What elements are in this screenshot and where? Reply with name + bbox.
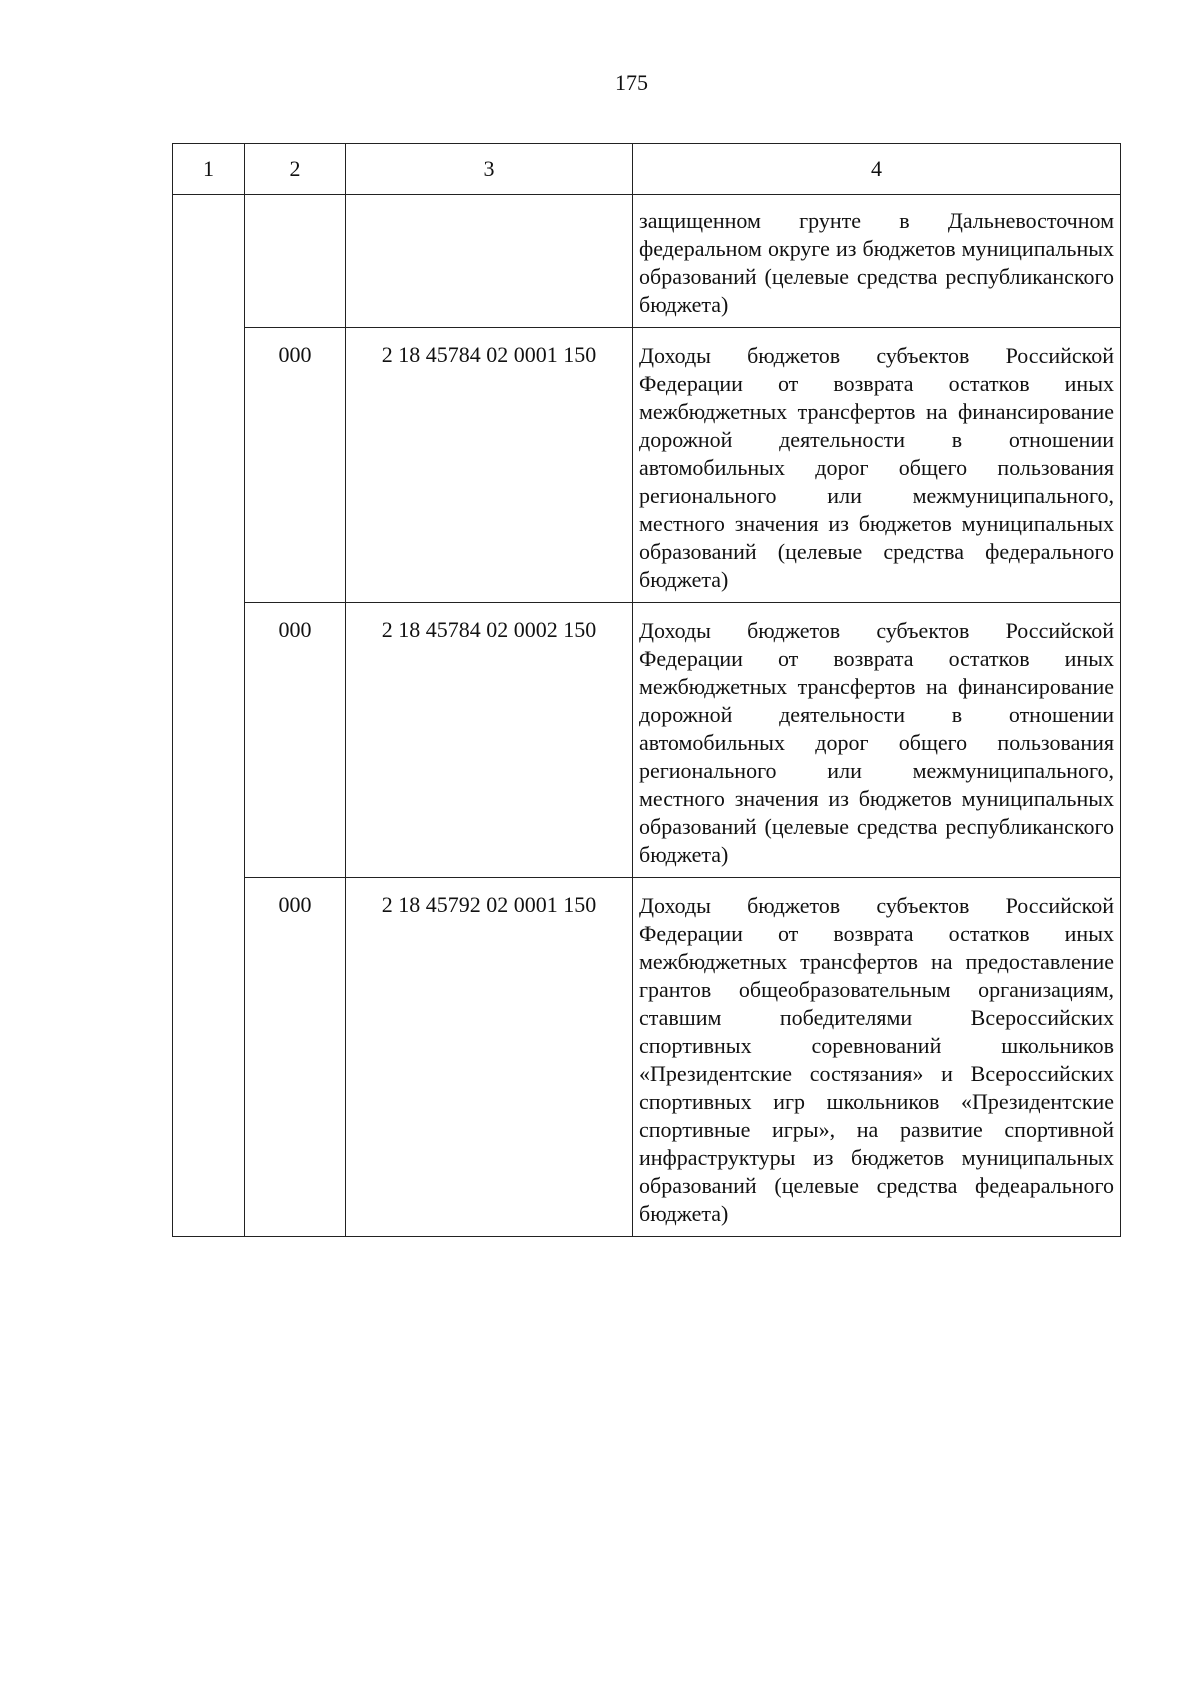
table-row xyxy=(173,328,1121,603)
table-cell-col1 xyxy=(173,195,245,1237)
table-cell-col2: 000 xyxy=(245,603,346,878)
table-cell-col2 xyxy=(245,195,346,328)
column-header-4: 4 xyxy=(633,144,1121,195)
table-cell-col2: 000 xyxy=(245,878,346,1237)
column-header-1: 1 xyxy=(173,144,245,195)
table-cell-col4: Доходы бюджетов субъектов Российской Федерации от возврата остатков иных межбюджетных трансфертов на предоставление грантов общеобразовательным организациям, ставшим победителями Всероссийских спортивных соревнований школьников «Президентские состязания» и Всероссийских спортивных игр школьников «Президентские спортивные игры», на развитие спортивной инфраструктуры из бюджетов муниципальных образований (целевые средства федеарального бюджета) xyxy=(633,878,1121,1237)
table-cell-col4: Доходы бюджетов субъектов Российской Федерации от возврата остатков иных межбюджетных трансфертов на финансирование дорожной деятельности в отношении автомобильных дорог общего пользования регионального или межмуниципального, местного значения из бюджетов муниципальных образований (целевые средства республиканского бюджета) xyxy=(633,603,1121,878)
table-row xyxy=(173,878,1121,1237)
table-cell-col3: 2 18 45792 02 0001 150 xyxy=(346,878,633,1237)
page-number: 175 xyxy=(615,70,648,95)
column-header-3: 3 xyxy=(346,144,633,195)
table-cell-col3: 2 18 45784 02 0002 150 xyxy=(346,603,633,878)
table-header-row xyxy=(173,144,1121,195)
column-header-2: 2 xyxy=(245,144,346,195)
table-row xyxy=(173,195,1121,328)
table-cell-col3: 2 18 45784 02 0001 150 xyxy=(346,328,633,603)
table-cell-col2: 000 xyxy=(245,328,346,603)
budget-classification-table xyxy=(172,143,1121,1237)
table-cell-col4: защищенном грунте в Дальневосточном федеральном округе из бюджетов муниципальных образований (целевые средства республиканского бюджета) xyxy=(633,195,1121,328)
table-cell-col4: Доходы бюджетов субъектов Российской Федерации от возврата остатков иных межбюджетных трансфертов на финансирование дорожной деятельности в отношении автомобильных дорог общего пользования регионального или межмуниципального, местного значения из бюджетов муниципальных образований (целевые средства федерального бюджета) xyxy=(633,328,1121,603)
table-cell-col3 xyxy=(346,195,633,328)
table-row xyxy=(173,603,1121,878)
